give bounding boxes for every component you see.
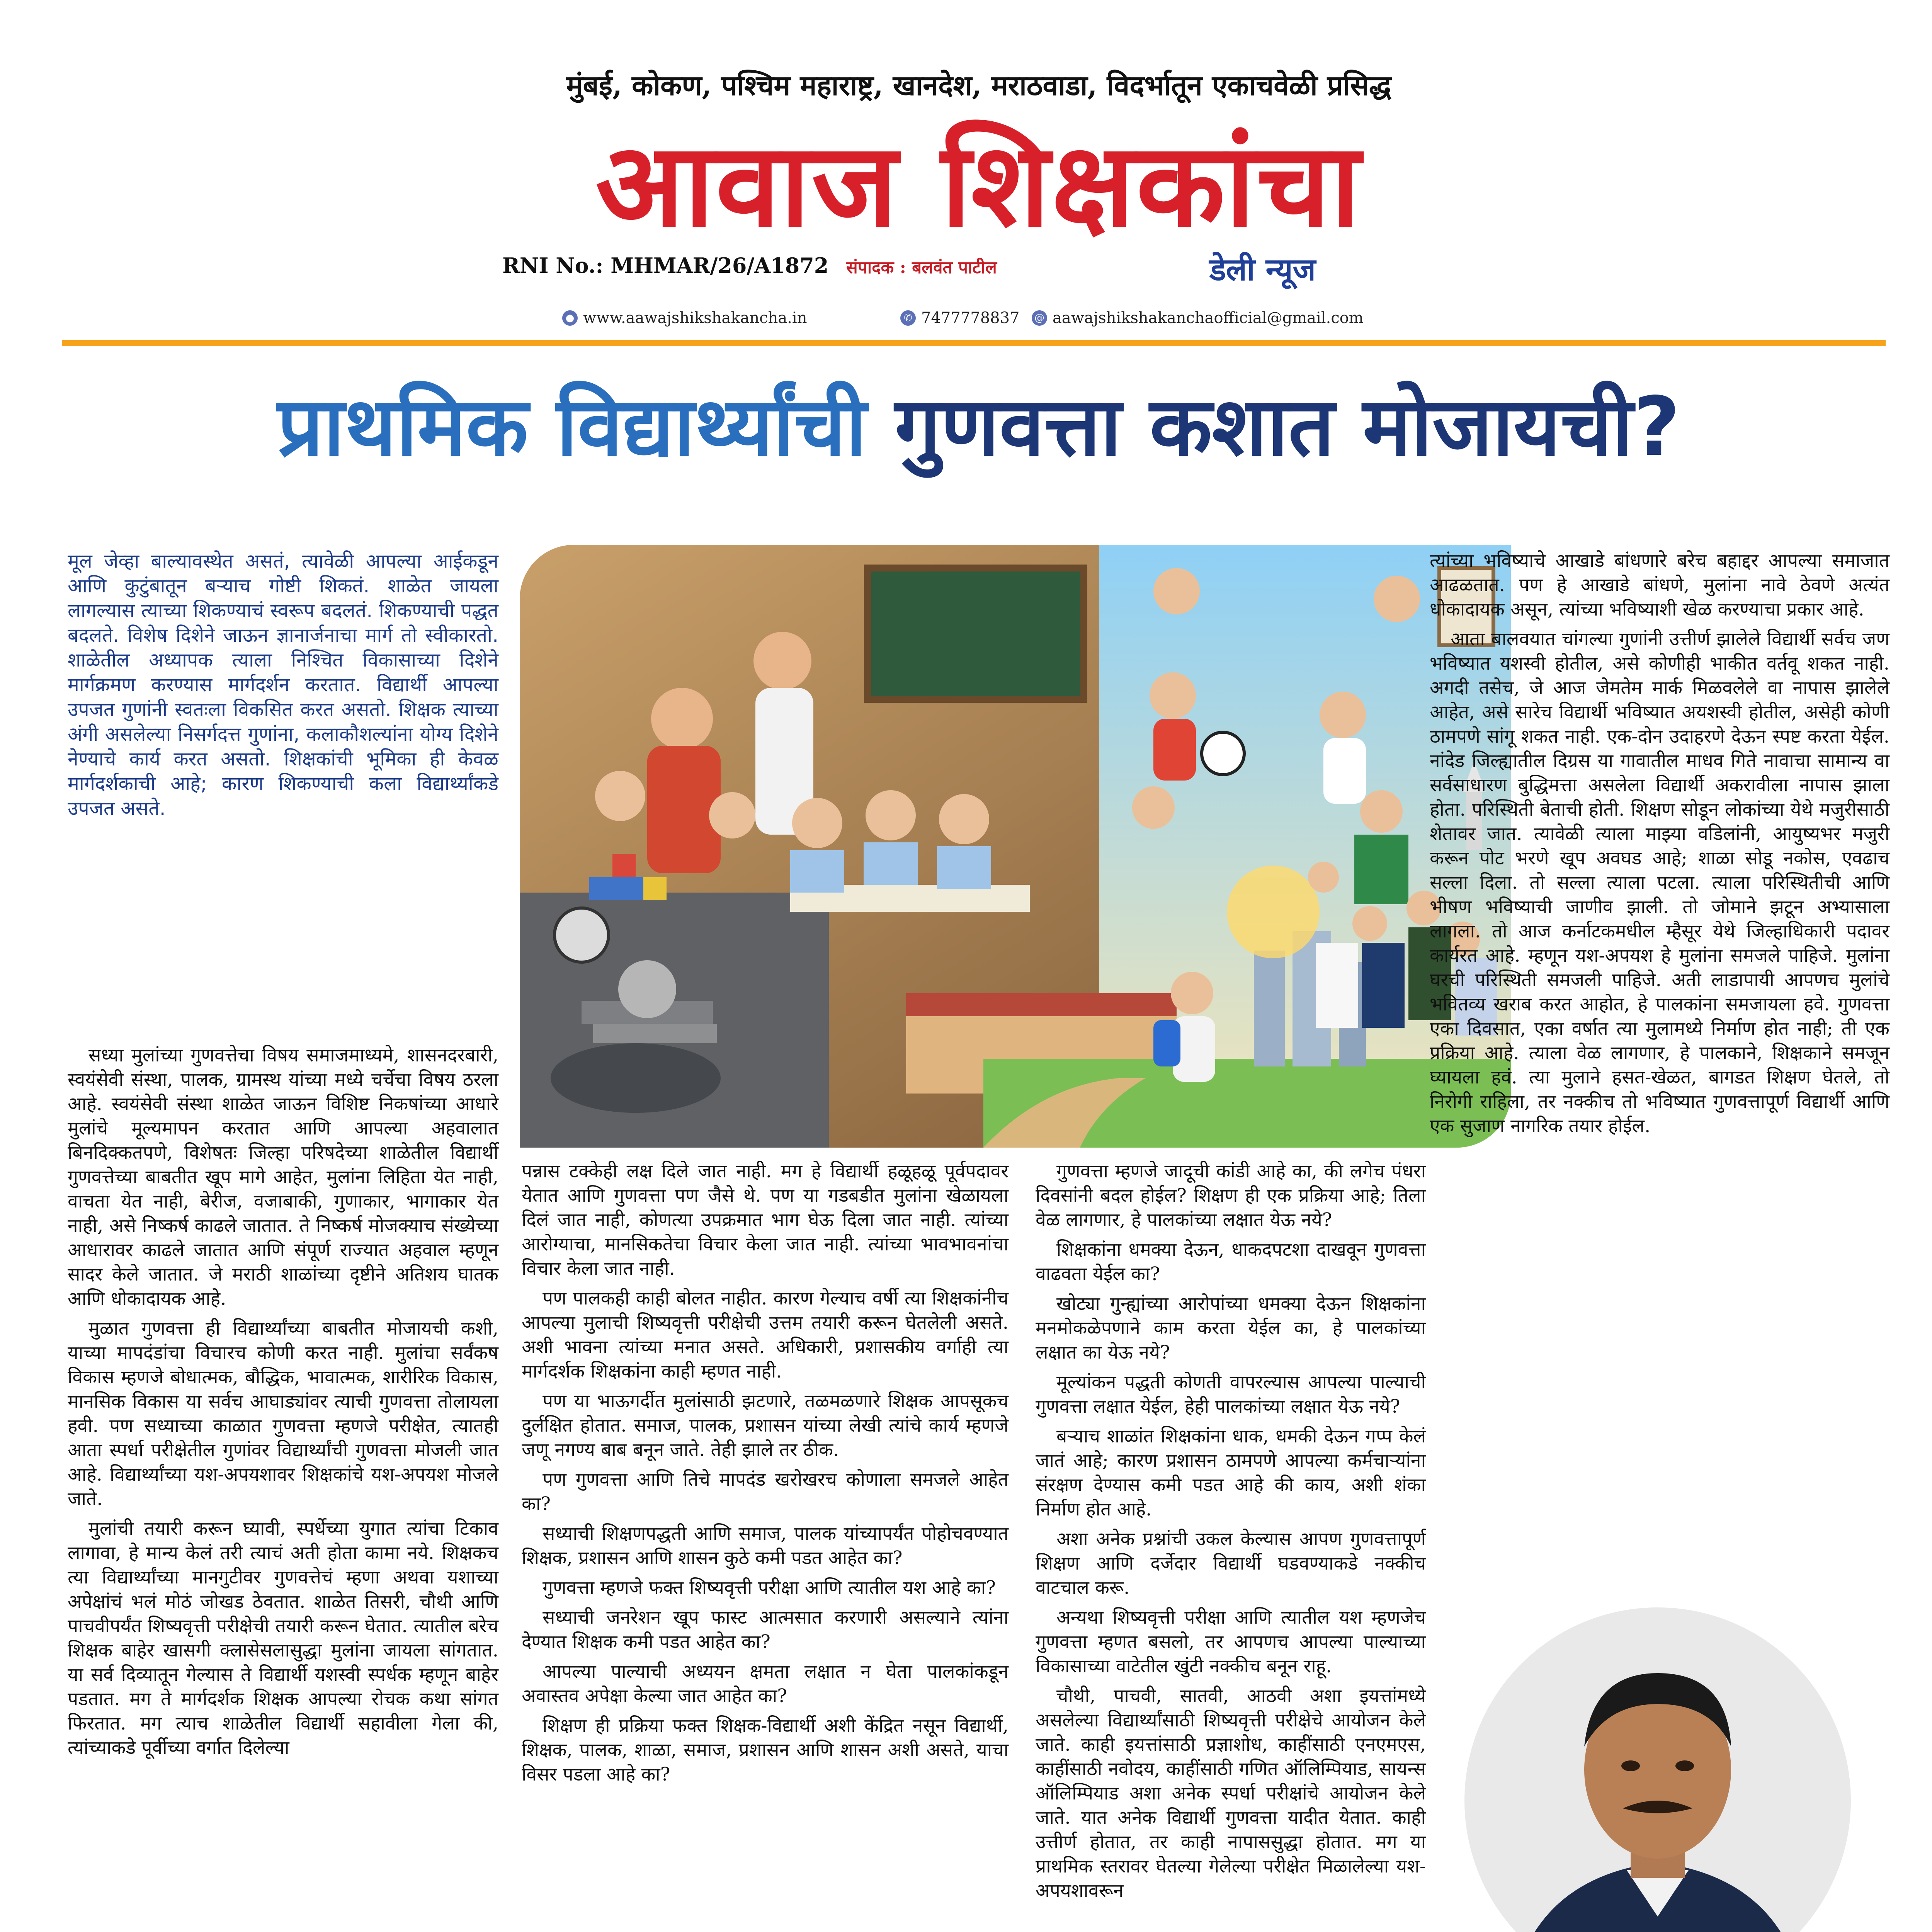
article-paragraph: अन्यथा शिष्यवृत्ती परीक्षा आणि त्यातील यश म्हणजेच गुणवत्ता म्हणत बसलो, तर आपणच आपल्या पाल्याच्या विकासाच्या वाटेतील खुंटी नक्कीच बनून राहू. — [1036, 1607, 1426, 1677]
email-icon: @ — [1032, 310, 1047, 326]
article-paragraph: सध्या मुलांच्या गुणवत्तेचा विषय समाजमाध्यमे, शासनदरबारी, स्वयंसेवी संस्था, पालक, ग्रामस्थ यांच्या मध्ये चर्चेचा विषय ठरला आहे. स्वयंसेवी संस्था शाळेत जाऊन विशिष्ट निकषांच्या आधारे मुलांचे मूल्यमापन करतात आणि आपल्या अहवालात बिनदिक्कतपणे, विशेषतः जिल्हा परिषदेच्या शाळेतील विद्यार्थी गुणवत्तेच्या बाबतीत खूप मागे आहेत, मुलांना लिहिता येत नाही, वाचता येत नाही, बेरीज, वजाबाकी, गुणाकार, भागाकार येत नाही, असे निष्कर्ष काढले जातात. ते निष्कर्ष मोजक्याच संख्येच्या आधारावर काढले जातात आणि संपूर्ण राज्यात अहवाल म्हणून सादर केले जातात. जे मराठी शाळांच्या दृष्टीने अतिशय घातक आणि धोकादायक आहे. — [68, 1044, 498, 1310]
phone-icon: ✆ — [900, 310, 916, 326]
illustration-graphic — [520, 545, 1511, 1148]
phone-text: 7477778837 — [921, 309, 1020, 327]
article-column-3 — [1036, 1159, 1426, 1908]
email-contact[interactable] — [1032, 309, 1364, 327]
editor-name: संपादक : बलवंत पाटील — [846, 258, 997, 277]
author-portrait — [1464, 1607, 1851, 1932]
article-paragraph: गुणवत्ता म्हणजे फक्त शिष्यवृत्ती परीक्षा आणि त्यातील यश आहे का? — [543, 1577, 996, 1599]
author-photo — [1464, 1607, 1851, 1932]
website-text: www.aawajshikshakancha.in — [583, 309, 807, 327]
article-paragraph: त्यांच्या भविष्याचे आखाडे बांधणारे बरेच बहाद्दर आपल्या समाजात आढळतात. पण हे आखाडे बांधणे, मुलांना नावे ठेवणे अत्यंत धोकादायक असून, त्यांच्या भविष्याशी खेळ करण्याचा प्रकार आहे. — [1430, 550, 1889, 620]
daily-news-label: डेली न्यूज — [1209, 252, 1316, 287]
article-paragraph: पण या भाऊगर्दीत मुलांसाठी झटणारे, तळमळणारे शिक्षक आपसूकच दुर्लक्षित होतात. समाज, पालक, प्रशासन यांच्या लेखी त्यांचे कार्य म्हणजे जणू नगण्य बाब बनून जाते. तेही झाले तर ठीक. — [522, 1390, 1009, 1461]
headline-part-2: गुणवत्ता कशात मोजायची? — [895, 379, 1680, 474]
article-paragraph: शिक्षकांना धमक्या देऊन, धाकदपटशा दाखवून गुणवत्ता वाढवता येईल का? — [1036, 1239, 1426, 1285]
article-paragraph: मूल्यांकन पद्धती कोणती वापरल्यास आपल्या पाल्याची गुणवत्ता लक्षात येईल, हेही पालकांच्या लक्षात येऊ नये? — [1036, 1371, 1426, 1417]
rni-number: RNI No.: MHMAR/26/A1872 — [502, 253, 829, 278]
article-paragraph: सध्याची शिक्षणपद्धती आणि समाज, पालक यांच्यापर्यंत पोहोचवण्यात शिक्षक, प्रशासन आणि शासन कुठे कमी पडत आहेत का? — [522, 1523, 1009, 1569]
article-column-1 — [68, 1043, 498, 1765]
article-paragraph: खोट्या गुन्ह्यांच्या आरोपांच्या धमक्या देऊन शिक्षकांना मनमोकळेपणाने काम करता येईल का, हे पालकांच्या लक्षात का येऊ नये? — [1036, 1293, 1426, 1363]
header-divider — [62, 340, 1886, 346]
article-paragraph: चौथी, पाचवी, सातवी, आठवी अशा इयत्तांमध्ये असलेल्या विद्यार्थ्यांसाठी शिष्यवृत्ती परीक्षेचे आयोजन केले जाते. काही इयत्तांसाठी प्रज्ञाशोध, काहींसाठी एनएमएस, काहींसाठी नवोदय, काहींसाठी गणित ऑलिम्पियाड, सायन्स ऑलिम्पियाड अशा अनेक स्पर्धा परीक्षांचे आयोजन केले जाते. यात अनेक विद्यार्थी गुणवत्ता यादीत येतात. काही उत्तीर्ण होतात, तर काही नापाससुद्धा होतात. मग या प्राथमिक स्तरावर घेतल्या गेलेल्या परीक्षेत मिळालेल्या यश-अपयशावरून — [1036, 1685, 1426, 1901]
email-text: aawajshikshakanchaofficial@gmail.com — [1053, 309, 1364, 327]
article-column-4 — [1430, 549, 1889, 1144]
masthead-tagline: मुंबई, कोकण, पश्चिम महाराष्ट्र, खानदेश, मराठवाडा, विदर्भातून एकाचवेळी प्रसिद्ध — [566, 69, 1391, 102]
article-paragraph: शिक्षण ही प्रक्रिया फक्त शिक्षक-विद्यार्थी अशी केंद्रित नसून विद्यार्थी, शिक्षक, पालक, शाळा, समाज, प्रशासन आणि शासन अशी असते, याचा विसर पडला आहे का? — [522, 1715, 1009, 1785]
article-column-2 — [522, 1159, 1009, 1792]
article-paragraph: आपल्या पाल्याची अध्ययन क्षमता लक्षात न घेता पालकांकडून अवास्तव अपेक्षा केल्या जात आहेत का? — [522, 1661, 1009, 1707]
article-illustration — [520, 545, 1511, 1148]
article-paragraph: सध्याची जनरेशन खूप फास्ट आत्मसात करणारी असल्याने त्यांना देण्यात शिक्षक कमी पडत आहेत का? — [522, 1607, 1009, 1653]
phone-contact[interactable] — [900, 309, 1020, 327]
article-paragraph: आता बालवयात चांगल्या गुणांनी उत्तीर्ण झालेले विद्यार्थी सर्वच जण भविष्यात यशस्वी होतील, असे कोणीही भाकीत वर्तवू शकत नाही. अगदी तसेच, जे आज जेमतेम मार्क मिळवलेले वा नापास झालेले आहेत, असे सारेच विद्यार्थी भविष्यात अयशस्वी होतील, असेही कोणी ठामपणे सांगू शकत नाही. एक-दोन उदाहरणे देऊन स्पष्ट करता येईल. नांदेड जिल्ह्यातील दिग्रस या गावातील माधव गिते नावाचा सामान्य वा सर्वसाधारण बुद्धिमत्ता असलेला विद्यार्थी अकरावीला नापास झाला होता. परिस्थिती बेताची होती. शिक्षण सोडून लोकांच्या येथे मजुरीसाठी शेतावर जात. त्यावेळी त्याला माझ्या वडिलांनी, आयुष्यभर मजुरी करून पोट भरणे खूप अवघड आहे; शाळा सोडू नकोस, एवढाच सल्ला दिला. तो सल्ला त्याला पटला. त्याला परिस्थितीची आणि भीषण भविष्याची जाणीव झाली. तो जोमाने झटून अभ्यासाला लागला. तो आज कर्नाटकमधील म्हैसूर येथे जिल्हाधिकारी पदावर कार्यरत आहे. म्हणून यश-अपयश हे मुलांना समजले पाहिजे. मुलांना घरची परिस्थिती समजली पाहिजे. अती लाडापायी आपणच मुलांचे भवितव्य खराब करत आहोत, हे पालकांना समजायला हवे. गुणवत्ता एका दिवसात, एका वर्षात त्या मुलामध्ये निर्माण होत नाही; ती एक प्रक्रिया आहे. त्याला वेळ लागणार, हे पालकाने, शिक्षकाने समजून घ्यायला हवं. त्या मुलाने हसत-खेळत, बागडत शिक्षण घेतले, तो निरोगी राहिला, तर नक्कीच तो भविष्यात गुणवत्तापूर्ण विद्यार्थी आणि एक सुजाण नागरिक तयार होईल. — [1430, 628, 1889, 1137]
article-paragraph: मुळात गुणवत्ता ही विद्यार्थ्यांच्या बाबतीत मोजायची कशी, याच्या मापदंडांचा विचारच कोणी करत नाही. मुलांचा सर्वंकष विकास म्हणजे बोधात्मक, बौद्धिक, भावात्मक, शारीरिक विकास, मानसिक विकास या सर्वच आघाड्यांवर त्याची गुणवत्ता तोलायला हवी. पण सध्याच्या काळात गुणवत्ता म्हणजे परीक्षेत, त्यातही आता स्पर्धा परीक्षेतील गुणांवर विद्यार्थ्यांची गुणवत्ता मोजली जात आहे. विद्यार्थ्यांच्या यश-अपयशावर शिक्षकांचे यश-अपयश मोजले जाते. — [68, 1318, 498, 1510]
article-paragraph: मुलांची तयारी करून घ्यावी, स्पर्धेच्या युगात त्यांचा टिकाव लागावा, हे मान्य केलं तरी त्याचं अती होता कामा नये. शिक्षकच त्या विद्यार्थ्यांच्या मानगुटीवर गुणवत्तेचं म्हणा अथवा यशाच्या अपेक्षांचं भलं मोठं जोखड ठेवतात. शाळेत तिसरी, चौथी आणि पाचवीपर्यंत शिष्यवृत्ती परीक्षेची तयारी करून घेतात. त्यातील बरेच शिक्षक बाहेर खासगी क्लासेसलासुद्धा मुलांना जायला सांगतात. या सर्व दिव्यातून गेल्यास ते विद्यार्थी यशस्वी स्पर्धक म्हणून बाहेर पडतात. मग ते मार्गदर्शक शिक्षक आपल्या रोचक कथा सांगत फिरतात. मग त्याच शाळेतील विद्यार्थी सहावीला गेला की, त्यांच्याकडे पूर्वीच्या वर्गात दिलेल्या — [68, 1518, 498, 1759]
globe-icon: ● — [562, 310, 578, 326]
article-paragraph: पन्नास टक्केही लक्ष दिले जात नाही. मग हे विद्यार्थी हळूहळू पूर्वपदावर येतात आणि गुणवत्ता पण जैसे थे. पण या गडबडीत मुलांना खेळायला दिलं जात नाही, कोणत्या उपक्रमात भाग घेऊ दिला जात नाही. त्यांच्या आरोग्याचा, मानसिकतेचा विचार केला जात नाही. त्यांच्या भावभावनांचा विचार केला जात नाही. — [522, 1160, 1009, 1279]
article-paragraph: पण गुणवत्ता आणि तिचे मापदंड खरोखरच कोणाला समजले आहेत का? — [522, 1469, 1009, 1515]
article-paragraph: बऱ्याच शाळांत शिक्षकांना धाक, धमकी देऊन गप्प केलं जातं आहे; कारण प्रशासन ठामपणे आपल्या कर्मचाऱ्यांना संरक्षण देण्यास कमी पडत आहे की काय, अशी शंका निर्माण होत आहे. — [1036, 1425, 1426, 1520]
website-contact[interactable] — [562, 309, 807, 327]
headline-part-1: प्राथमिक विद्यार्थ्यांची — [277, 379, 867, 474]
article-paragraph: पण पालकही काही बोलत नाहीत. कारण गेल्याच वर्षी त्या शिक्षकांनीच आपल्या मुलाची शिष्यवृत्ती परीक्षेची उत्तम तयारी करून घेतलेली असते. अशी भावना त्यांच्या मनात असते. अधिकारी, प्रशासकीय वर्गाही त्या मार्गदर्शक शिक्षकांना काही म्हणत नाही. — [522, 1287, 1009, 1382]
article-paragraph: अशा अनेक प्रश्नांची उकल केल्यास आपण गुणवत्तापूर्ण शिक्षण आणि दर्जेदार विद्यार्थी घडवण्याकडे नक्कीच वाटचाल करू. — [1036, 1528, 1426, 1599]
article-lead: मूल जेव्हा बाल्यावस्थेत असतं, त्यावेळी आपल्या आईकडून आणि कुटुंबातून बऱ्याच गोष्टी शिकतं. शाळेत जायला लागल्यास त्याच्या शिकण्याचं स्वरूप बदलतं. शिकण्याची पद्धत बदलते. विशेष दिशेने जाऊन ज्ञानार्जनाचा मार्ग तो स्वीकारतो. शाळेतील अध्यापक त्याला निश्चित विकासाच्या दिशेने मार्गक्रमण करण्यास मार्गदर्शन करतात. विद्यार्थी आपल्या उपजत गुणांनी स्वतःला विकसित करत असतो. शिक्षक त्याच्या अंगी असलेल्या निसर्गदत्त गुणांना, कलाकौशल्यांना योग्य दिशेने नेण्याचे कार्य करत असतो. शिक्षकांची भूमिका ही केवळ मार्गदर्शकाची आहे; कारण शिकण्याची कला विद्यार्थ्यांकडे उपजत असते. — [68, 550, 498, 820]
article-paragraph: गुणवत्ता म्हणजे जादूची कांडी आहे का, की लगेच पंधरा दिवसांनी बदल होईल? शिक्षण ही एक प्रक्रिया आहे; तिला वेळ लागणार, हे पालकांच्या लक्षात येऊ नये? — [1036, 1160, 1426, 1231]
article-headline — [0, 371, 1932, 483]
newspaper-title: आवाज शिक्षकांचा — [595, 118, 1362, 253]
